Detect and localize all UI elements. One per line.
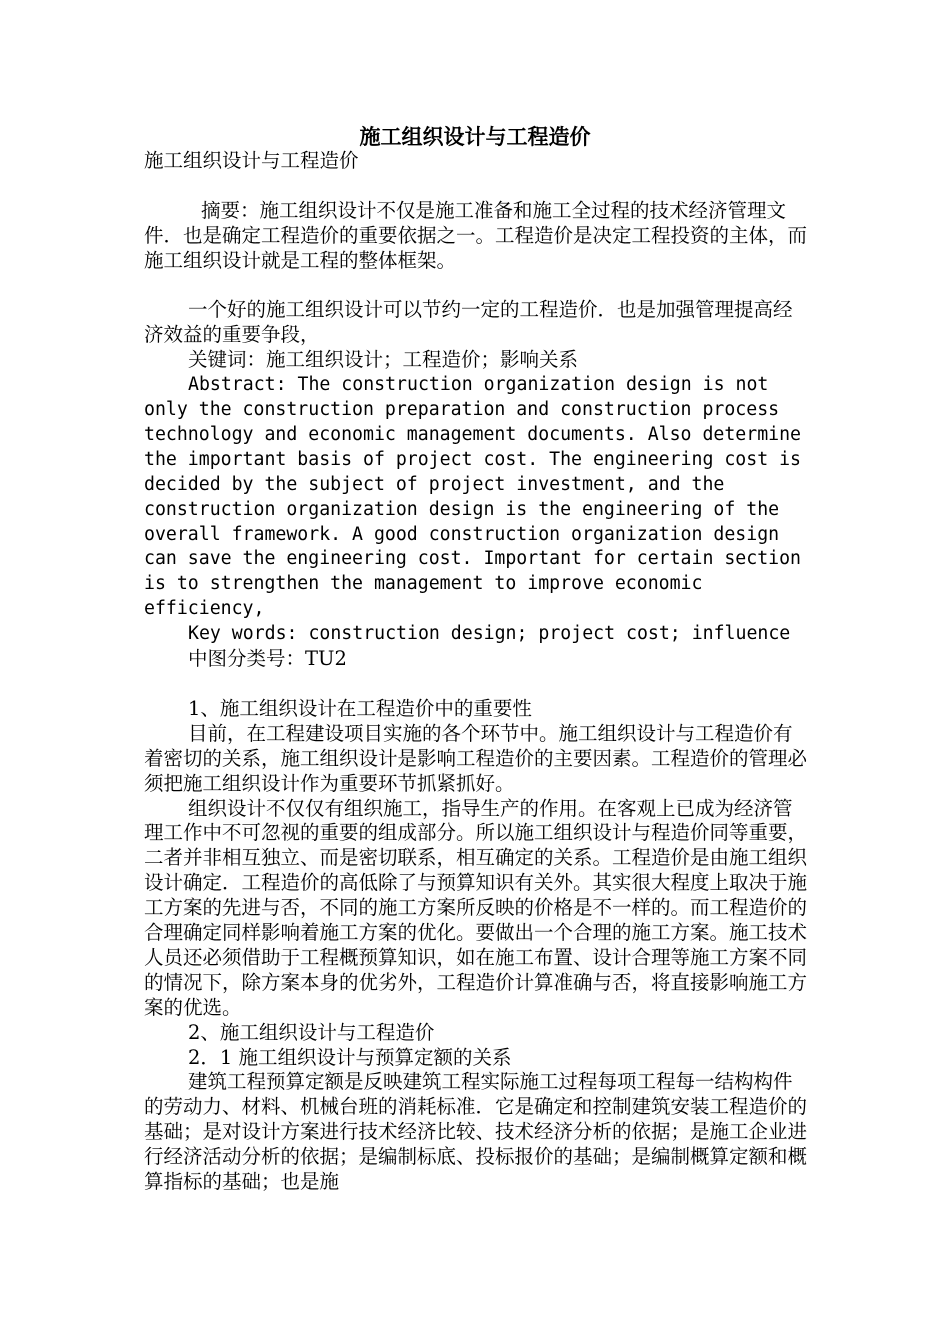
section-1-paragraph-1: 目前，在工程建设项目实施的各个环节中。施工组织设计与工程造价有着密切的关系，施工组织设计是影响工程造价的主要因素。工程造价的管理必须把施工组织设计作为重要环节抓紧抓好。 bbox=[144, 721, 808, 795]
section-2-heading: 2、施工组织设计与工程造价 bbox=[188, 1020, 435, 1044]
abstract-cn-continued: 一个好的施工组织设计可以节约一定的工程造价．也是加强管理提高经济效益的重要争段， bbox=[144, 298, 793, 347]
classification-number: 中图分类号：TU2 bbox=[188, 647, 347, 671]
document-body bbox=[144, 149, 812, 1195]
spacer bbox=[144, 274, 808, 299]
abstract-en: Abstract: The construction organization design is not only the construction preparation and construction process technology and economic management documents. Also determine the important basis of project cost. The engineering cost is decided by the subject of project investment, and the construction organization design is the engineering of the overall framework. A good construction organization design can save the engineering cost. Important for certain section is to strengthen the management to improve economic efficiency, bbox=[144, 374, 812, 620]
spacer bbox=[144, 174, 808, 199]
section-1-paragraph-2: 组织设计不仅仅有组织施工，指导生产的作用。在客观上已成为经济管理工作中不可忽视的重要的组成部分。所以施工组织设计与程造价同等重要，二者并非相互独立、而是密切联系，相互确定的关系。工程造价是由施工组织设计确定．工程造价的高低除了与预算知识有关外。其实很大程度上取决于施工方案的先进与否，不同的施工方案所反映的价格是不一样的。而工程造价的合理确定同样影响着施工方案的优化。要做出一个合理的施工方案。施工技术人员还必须借助于工程概预算知识，如在施工布置、设计合理等施工方案不同的情况下，除方案本身的优劣外，工程造价计算准确与否，将直接影响施工方案的优选。 bbox=[144, 796, 808, 1019]
document-subtitle: 施工组织设计与工程造价 bbox=[144, 149, 359, 172]
abstract-cn: 摘要：施工组织设计不仅是施工准备和施工全过程的技术经济管理文件．也是确定工程造价的重要依据之一。工程造价是决定工程投资的主体，而施工组织设计就是工程的整体框架。 bbox=[144, 198, 808, 272]
section-1-heading: 1、施工组织设计在工程造价中的重要性 bbox=[188, 696, 532, 720]
spacer bbox=[144, 672, 808, 697]
section-2-1-heading: 2．1 施工组织设计与预算定额的关系 bbox=[188, 1045, 512, 1069]
document-title: 施工组织设计与工程造价 bbox=[359, 125, 591, 149]
keywords-cn: 关键词：施工组织设计；工程造价；影响关系 bbox=[188, 348, 579, 372]
section-2-1-paragraph-1: 建筑工程预算定额是反映建筑工程实际施工过程每项工程每一结构构件的劳动力、材料、机械台班的消耗标准．它是确定和控制建筑安装工程造价的基础；是对设计方案进行技术经济比较、技术经济分析的依据；是施工企业进行经济活动分析的依据；是编制标底、投标报价的基础；是编制概算定额和概算指标的基础；也是施 bbox=[144, 1070, 808, 1194]
keywords-en: Key words: construction design; project cost; influence bbox=[188, 623, 791, 645]
